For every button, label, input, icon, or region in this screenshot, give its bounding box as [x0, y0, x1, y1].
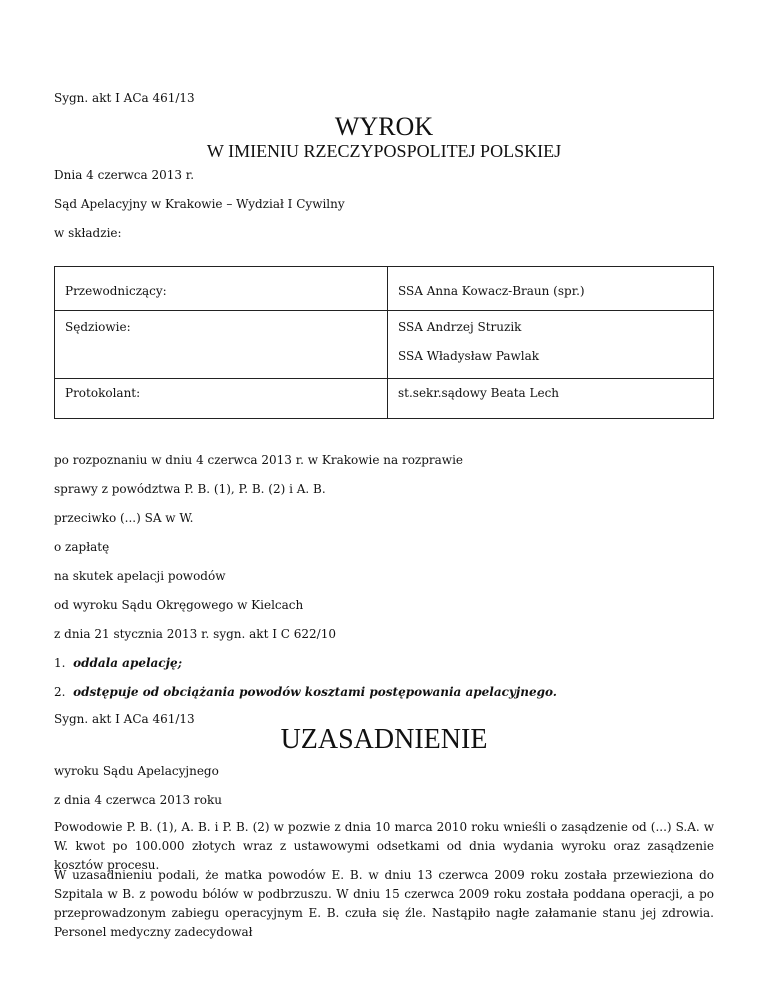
clerk-value: st.sekr.sądowy Beata Lech	[398, 386, 560, 400]
clerk-value-cell	[388, 379, 714, 419]
justification-signature: Sygn. akt I ACa 461/13	[54, 712, 195, 726]
case-line-5: na skutek apelacji powodów	[54, 569, 226, 583]
ruling-text: odstępuje od obciążania powodów kosztami postępowania apelacyjnego.	[73, 685, 557, 699]
clerk-label: Protokolant:	[65, 386, 141, 400]
court-panel-table	[54, 266, 714, 419]
judgment-subtitle: W IMIENIU RZECZYPOSPOLITEJ POLSKIEJ	[206, 141, 562, 161]
case-line-2: sprawy z powództwa P. B. (1), P. B. (2) i A. B.	[54, 482, 326, 496]
justification-paragraph-1: Powodowie P. B. (1), A. B. i P. B. (2) w pozwie z dnia 10 marca 2010 roku wnieśli o zasądzenie od (...) S.A. w W. kwot po 100.000 złotych wraz z ustawowymi odsetkami od dnia wydania wyroku oraz zasądzenie kosztów procesu.	[54, 820, 714, 872]
clerk-label-cell	[55, 379, 388, 419]
judges-label: Sędziowie:	[65, 320, 131, 334]
justification-title: UZASADNIENIE	[280, 724, 488, 755]
ruling-item-2	[54, 684, 557, 700]
case-signature: Sygn. akt I ACa 461/13	[54, 91, 195, 105]
ruling-text: oddala apelację;	[73, 656, 183, 670]
presiding-label-cell	[55, 267, 388, 311]
case-line-7: z dnia 21 stycznia 2013 r. sygn. akt I C 622/10	[54, 627, 336, 641]
judgment-title: WYROK	[334, 112, 434, 141]
justification-paragraph-2: W uzasadnieniu podali, że matka powodów E. B. w dniu 13 czerwca 2009 roku została przewieziona do Szpitala w B. z powodu bólów w podbrzuszu. W dniu 15 czerwca 2009 roku została poddana operacji, a po przeprowadzonym zabiegu operacyjnym E. B. czuła się źle. Nastąpiło nagłe załamanie stanu jej zdrowia. Personel medyczny zadecydował	[54, 868, 714, 939]
judgment-date: Dnia 4 czerwca 2013 r.	[54, 168, 195, 182]
ruling-number: 1.	[54, 656, 66, 670]
justification-line-2: z dnia 4 czerwca 2013 roku	[54, 793, 222, 807]
judge-1: SSA Andrzej Struzik	[398, 320, 522, 334]
case-line-4: o zapłatę	[54, 540, 110, 554]
judges-label-cell	[55, 311, 388, 379]
court-name: Sąd Apelacyjny w Krakowie – Wydział I Cywilny	[54, 197, 345, 211]
presiding-value: SSA Anna Kowacz-Braun (spr.)	[398, 284, 585, 298]
ruling-number: 2.	[54, 685, 66, 699]
presiding-value-cell	[388, 267, 714, 311]
ruling-item-1	[54, 655, 182, 671]
judge-2: SSA Władysław Pawlak	[398, 349, 540, 363]
case-line-6: od wyroku Sądu Okręgowego w Kielcach	[54, 598, 304, 612]
case-line-1: po rozpoznaniu w dniu 4 czerwca 2013 r. w Krakowie na rozprawie	[54, 453, 464, 467]
presiding-label: Przewodniczący:	[65, 284, 167, 298]
justification-line-1: wyroku Sądu Apelacyjnego	[54, 764, 219, 778]
judges-value-cell	[388, 311, 714, 379]
composition-label: w składzie:	[54, 226, 122, 240]
case-line-3: przeciwko (...) SA w W.	[54, 511, 194, 525]
